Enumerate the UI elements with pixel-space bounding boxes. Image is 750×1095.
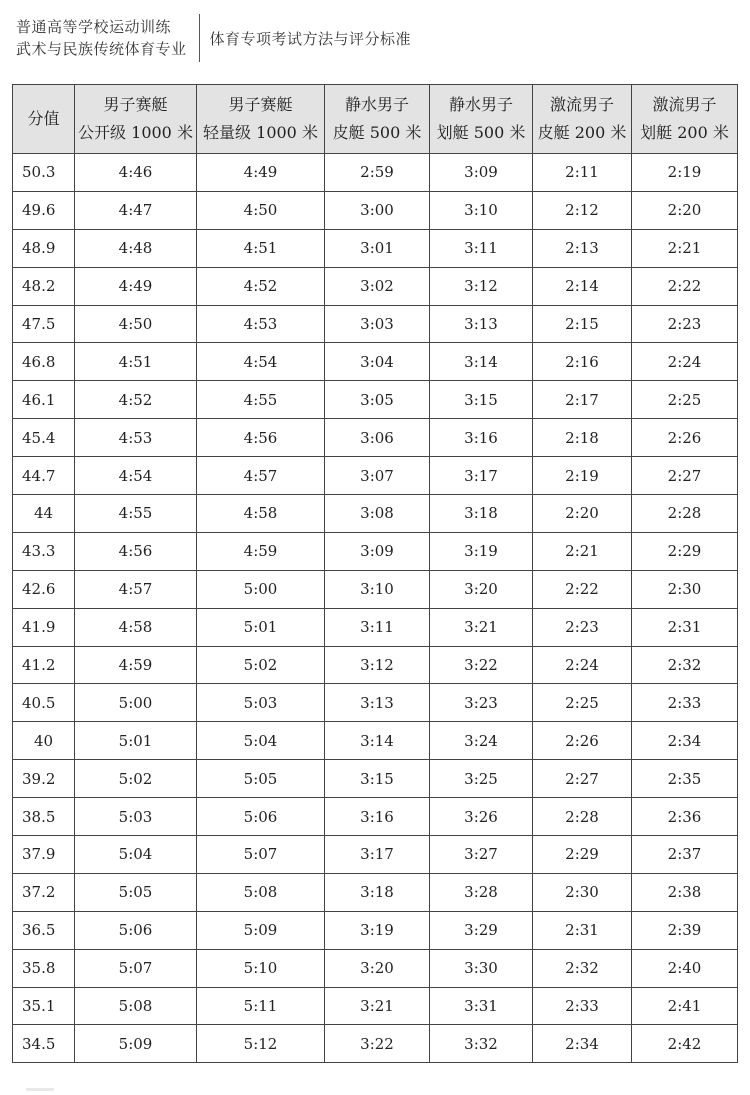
time-cell: 5:11	[197, 987, 325, 1025]
time-cell: 4:49	[197, 154, 325, 192]
time-cell: 2:37	[632, 836, 738, 874]
time-cell: 3:11	[325, 608, 430, 646]
table-row	[13, 343, 738, 381]
table-row	[13, 873, 738, 911]
score-cell: 47.5	[13, 305, 75, 343]
time-cell: 5:05	[197, 760, 325, 798]
time-cell: 2:59	[325, 154, 430, 192]
time-cell: 3:20	[430, 570, 533, 608]
time-cell: 3:06	[325, 419, 430, 457]
table-body	[13, 154, 738, 1063]
time-cell: 2:15	[533, 305, 632, 343]
time-cell: 2:32	[533, 949, 632, 987]
time-cell: 2:20	[533, 495, 632, 533]
time-cell: 5:01	[75, 722, 197, 760]
time-cell: 3:15	[430, 381, 533, 419]
header-title: 体育专项考试方法与评分标准	[209, 29, 412, 48]
time-cell: 2:19	[533, 457, 632, 495]
time-cell: 2:14	[533, 267, 632, 305]
time-cell: 2:42	[632, 1025, 738, 1063]
time-cell: 2:34	[533, 1025, 632, 1063]
time-cell: 3:13	[430, 305, 533, 343]
time-cell: 3:10	[325, 570, 430, 608]
time-cell: 5:00	[197, 570, 325, 608]
score-cell: 35.8	[13, 949, 75, 987]
score-cell: 35.1	[13, 987, 75, 1025]
time-cell: 4:51	[197, 229, 325, 267]
time-cell: 3:16	[430, 419, 533, 457]
time-cell: 3:24	[430, 722, 533, 760]
table-row	[13, 532, 738, 570]
score-cell: 39.2	[13, 760, 75, 798]
column-header-line-2: 划艇 200 米	[640, 123, 729, 142]
time-cell: 2:36	[632, 798, 738, 836]
time-cell: 2:12	[533, 191, 632, 229]
table-row	[13, 911, 738, 949]
score-cell: 46.1	[13, 381, 75, 419]
time-cell: 2:22	[533, 570, 632, 608]
time-cell: 4:56	[75, 532, 197, 570]
time-cell: 2:29	[632, 532, 738, 570]
column-header	[430, 85, 533, 154]
time-cell: 3:09	[430, 154, 533, 192]
time-cell: 3:14	[325, 722, 430, 760]
column-header	[533, 85, 632, 154]
page-header	[16, 14, 411, 62]
time-cell: 4:59	[197, 532, 325, 570]
time-cell: 4:56	[197, 419, 325, 457]
time-cell: 4:46	[75, 154, 197, 192]
column-header-line-1: 静水男子	[448, 95, 513, 114]
column-header	[13, 85, 75, 154]
score-cell: 43.3	[13, 532, 75, 570]
table-row	[13, 154, 738, 192]
header-left	[16, 14, 187, 62]
time-cell: 5:04	[197, 722, 325, 760]
table-row	[13, 608, 738, 646]
time-cell: 3:02	[325, 267, 430, 305]
time-cell: 4:52	[197, 267, 325, 305]
column-header-line-2: 皮艇 500 米	[332, 123, 422, 142]
column-header-line-1: 激流男子	[549, 95, 614, 114]
time-cell: 3:19	[430, 532, 533, 570]
time-cell: 3:27	[430, 836, 533, 874]
score-table	[12, 84, 738, 1063]
time-cell: 3:01	[325, 229, 430, 267]
score-cell: 40	[13, 722, 75, 760]
score-cell: 36.5	[13, 911, 75, 949]
time-cell: 2:20	[632, 191, 738, 229]
time-cell: 3:21	[430, 608, 533, 646]
time-cell: 5:01	[197, 608, 325, 646]
table-row	[13, 949, 738, 987]
table-row	[13, 722, 738, 760]
time-cell: 3:05	[325, 381, 430, 419]
time-cell: 5:08	[197, 873, 325, 911]
time-cell: 4:53	[197, 305, 325, 343]
time-cell: 2:33	[533, 987, 632, 1025]
time-cell: 2:33	[632, 684, 738, 722]
column-header-line-2: 皮艇 200 米	[537, 123, 627, 142]
column-header	[632, 85, 738, 154]
score-cell: 44.7	[13, 457, 75, 495]
table-row	[13, 646, 738, 684]
time-cell: 3:13	[325, 684, 430, 722]
time-cell: 4:55	[75, 495, 197, 533]
time-cell: 2:22	[632, 267, 738, 305]
header-line-2: 武术与民族传统体育专业	[16, 40, 187, 58]
table-row	[13, 987, 738, 1025]
score-cell: 48.2	[13, 267, 75, 305]
time-cell: 3:23	[430, 684, 533, 722]
time-cell: 4:48	[75, 229, 197, 267]
time-cell: 4:47	[75, 191, 197, 229]
column-header-line-1: 男子赛艇	[228, 95, 293, 114]
time-cell: 2:32	[632, 646, 738, 684]
time-cell: 2:35	[632, 760, 738, 798]
time-cell: 2:23	[533, 608, 632, 646]
time-cell: 2:11	[533, 154, 632, 192]
time-cell: 5:06	[75, 911, 197, 949]
time-cell: 5:09	[197, 911, 325, 949]
table-row	[13, 760, 738, 798]
time-cell: 3:11	[430, 229, 533, 267]
table-header-row	[13, 85, 738, 154]
time-cell: 4:51	[75, 343, 197, 381]
time-cell: 2:23	[632, 305, 738, 343]
table-row	[13, 836, 738, 874]
score-cell: 38.5	[13, 798, 75, 836]
score-cell: 46.8	[13, 343, 75, 381]
time-cell: 4:58	[75, 608, 197, 646]
column-header-line-1: 男子赛艇	[103, 95, 168, 114]
time-cell: 2:24	[533, 646, 632, 684]
time-cell: 5:05	[75, 873, 197, 911]
table-row	[13, 381, 738, 419]
time-cell: 5:10	[197, 949, 325, 987]
time-cell: 2:38	[632, 873, 738, 911]
time-cell: 3:16	[325, 798, 430, 836]
score-cell: 37.9	[13, 836, 75, 874]
time-cell: 5:07	[197, 836, 325, 874]
time-cell: 2:25	[533, 684, 632, 722]
time-cell: 2:30	[632, 570, 738, 608]
table-row	[13, 305, 738, 343]
time-cell: 4:58	[197, 495, 325, 533]
table-row	[13, 191, 738, 229]
time-cell: 4:50	[75, 305, 197, 343]
time-cell: 4:50	[197, 191, 325, 229]
time-cell: 4:57	[197, 457, 325, 495]
column-header	[325, 85, 430, 154]
time-cell: 2:25	[632, 381, 738, 419]
time-cell: 4:53	[75, 419, 197, 457]
time-cell: 2:34	[632, 722, 738, 760]
time-cell: 5:00	[75, 684, 197, 722]
table-row	[13, 267, 738, 305]
time-cell: 2:28	[632, 495, 738, 533]
time-cell: 2:41	[632, 987, 738, 1025]
time-cell: 2:31	[533, 911, 632, 949]
column-header	[75, 85, 197, 154]
page-edge-mark	[26, 1088, 54, 1091]
time-cell: 2:17	[533, 381, 632, 419]
time-cell: 3:19	[325, 911, 430, 949]
time-cell: 2:19	[632, 154, 738, 192]
time-cell: 5:04	[75, 836, 197, 874]
score-cell: 34.5	[13, 1025, 75, 1063]
time-cell: 3:18	[325, 873, 430, 911]
time-cell: 2:31	[632, 608, 738, 646]
table-header	[13, 85, 738, 154]
time-cell: 5:09	[75, 1025, 197, 1063]
time-cell: 5:07	[75, 949, 197, 987]
time-cell: 3:17	[325, 836, 430, 874]
time-cell: 2:26	[533, 722, 632, 760]
time-cell: 2:21	[533, 532, 632, 570]
time-cell: 5:03	[75, 798, 197, 836]
time-cell: 5:03	[197, 684, 325, 722]
column-header-line-2: 轻量级 1000 米	[203, 123, 318, 142]
time-cell: 3:25	[430, 760, 533, 798]
score-cell: 50.3	[13, 154, 75, 192]
column-header-line-1: 静水男子	[344, 95, 409, 114]
time-cell: 3:22	[430, 646, 533, 684]
time-cell: 3:22	[325, 1025, 430, 1063]
score-cell: 40.5	[13, 684, 75, 722]
column-header-line-1: 激流男子	[652, 95, 717, 114]
time-cell: 2:40	[632, 949, 738, 987]
score-cell: 48.9	[13, 229, 75, 267]
time-cell: 2:26	[632, 419, 738, 457]
column-header-line-2: 划艇 500 米	[436, 123, 526, 142]
column-header-line-1: 分值	[27, 109, 60, 128]
time-cell: 3:10	[430, 191, 533, 229]
time-cell: 3:18	[430, 495, 533, 533]
time-cell: 4:54	[197, 343, 325, 381]
time-cell: 3:04	[325, 343, 430, 381]
score-cell: 41.2	[13, 646, 75, 684]
time-cell: 2:16	[533, 343, 632, 381]
column-header-line-2: 公开级 1000 米	[78, 123, 193, 142]
table-row	[13, 229, 738, 267]
time-cell: 3:30	[430, 949, 533, 987]
time-cell: 2:24	[632, 343, 738, 381]
table-row	[13, 457, 738, 495]
time-cell: 3:17	[430, 457, 533, 495]
time-cell: 4:57	[75, 570, 197, 608]
time-cell: 5:12	[197, 1025, 325, 1063]
time-cell: 2:39	[632, 911, 738, 949]
header-divider	[199, 14, 200, 62]
time-cell: 3:00	[325, 191, 430, 229]
time-cell: 3:15	[325, 760, 430, 798]
time-cell: 3:09	[325, 532, 430, 570]
time-cell: 3:20	[325, 949, 430, 987]
time-cell: 3:31	[430, 987, 533, 1025]
header-line-1: 普通高等学校运动训练	[16, 18, 172, 36]
score-cell: 44	[13, 495, 75, 533]
time-cell: 5:08	[75, 987, 197, 1025]
score-cell: 45.4	[13, 419, 75, 457]
time-cell: 4:59	[75, 646, 197, 684]
time-cell: 2:28	[533, 798, 632, 836]
time-cell: 4:54	[75, 457, 197, 495]
time-cell: 2:18	[533, 419, 632, 457]
time-cell: 2:27	[632, 457, 738, 495]
time-cell: 3:12	[430, 267, 533, 305]
time-cell: 4:55	[197, 381, 325, 419]
time-cell: 5:06	[197, 798, 325, 836]
time-cell: 4:52	[75, 381, 197, 419]
time-cell: 2:30	[533, 873, 632, 911]
time-cell: 3:26	[430, 798, 533, 836]
time-cell: 3:28	[430, 873, 533, 911]
score-cell: 42.6	[13, 570, 75, 608]
score-cell: 37.2	[13, 873, 75, 911]
time-cell: 3:14	[430, 343, 533, 381]
time-cell: 3:07	[325, 457, 430, 495]
time-cell: 3:32	[430, 1025, 533, 1063]
table-row	[13, 798, 738, 836]
time-cell: 2:13	[533, 229, 632, 267]
time-cell: 4:49	[75, 267, 197, 305]
column-header	[197, 85, 325, 154]
time-cell: 5:02	[197, 646, 325, 684]
score-cell: 41.9	[13, 608, 75, 646]
time-cell: 3:29	[430, 911, 533, 949]
table-row	[13, 419, 738, 457]
time-cell: 2:21	[632, 229, 738, 267]
time-cell: 3:12	[325, 646, 430, 684]
table-row	[13, 570, 738, 608]
table-row	[13, 495, 738, 533]
time-cell: 3:21	[325, 987, 430, 1025]
table-row	[13, 684, 738, 722]
time-cell: 2:29	[533, 836, 632, 874]
score-cell: 49.6	[13, 191, 75, 229]
time-cell: 3:08	[325, 495, 430, 533]
time-cell: 3:03	[325, 305, 430, 343]
time-cell: 5:02	[75, 760, 197, 798]
time-cell: 2:27	[533, 760, 632, 798]
table-row	[13, 1025, 738, 1063]
